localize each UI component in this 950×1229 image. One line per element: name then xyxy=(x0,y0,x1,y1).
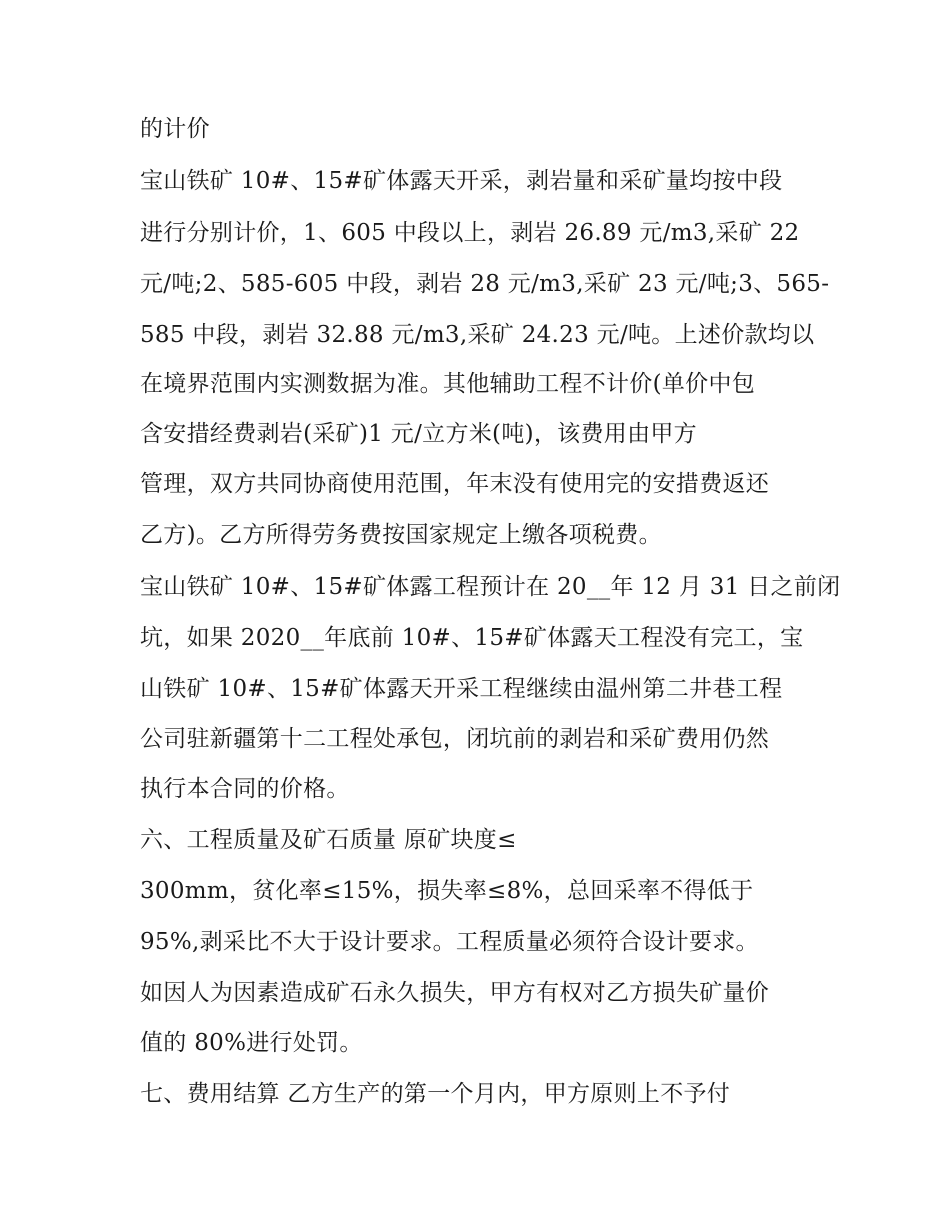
text-line: 值的 80%进行处罚。 xyxy=(140,1030,363,1056)
text-line: 执行本合同的价格。 xyxy=(140,776,350,802)
text-line: 585 中段，剥岩 32.88 元/m3,采矿 24.23 元/吨。上述价款均以 xyxy=(140,322,815,348)
text-line: 宝山铁矿 10#、15#矿体露工程预计在 20__年 12 月 31 日之前闭 xyxy=(140,574,841,600)
text-line: 的计价 xyxy=(140,116,210,142)
text-line: 元/吨;2、585-605 中段，剥岩 28 元/m3,采矿 23 元/吨;3、565- xyxy=(140,271,830,297)
text-line: 乙方)。乙方所得劳务费按国家规定上缴各项税费。 xyxy=(140,522,662,548)
text-line: 在境界范围内实测数据为准。其他辅助工程不计价(单价中包 xyxy=(140,371,756,397)
text-line: 进行分别计价，1、605 中段以上，剥岩 26.89 元/m3,采矿 22 xyxy=(140,220,800,246)
text-line: 95%,剥采比不大于设计要求。工程质量必须符合设计要求。 xyxy=(140,929,759,955)
text-line: 山铁矿 10#、15#矿体露天开采工程继续由温州第二井巷工程 xyxy=(140,676,783,702)
text-line: 公司驻新疆第十二工程处承包，闭坑前的剥岩和采矿费用仍然 xyxy=(140,726,770,752)
text-line: 六、工程质量及矿石质量 原矿块度≤ xyxy=(140,827,517,853)
text-line: 七、费用结算 乙方生产的第一个月内，甲方原则上不予付 xyxy=(140,1081,731,1107)
text-line: 如因人为因素造成矿石永久损失，甲方有权对乙方损失矿量价 xyxy=(140,980,770,1006)
text-line: 坑，如果 2020__年底前 10#、15#矿体露天工程没有完工，宝 xyxy=(140,625,804,651)
text-line: 宝山铁矿 10#、15#矿体露天开采，剥岩量和采矿量均按中段 xyxy=(140,168,783,194)
text-line: 300mm，贫化率≤15%，损失率≤8%，总回采率不得低于 xyxy=(140,878,754,904)
text-line: 含安措经费剥岩(采矿)1 元/立方米(吨)，该费用由甲方 xyxy=(140,421,697,447)
text-line: 管理，双方共同协商使用范围，年末没有使用完的安措费返还 xyxy=(140,471,770,497)
